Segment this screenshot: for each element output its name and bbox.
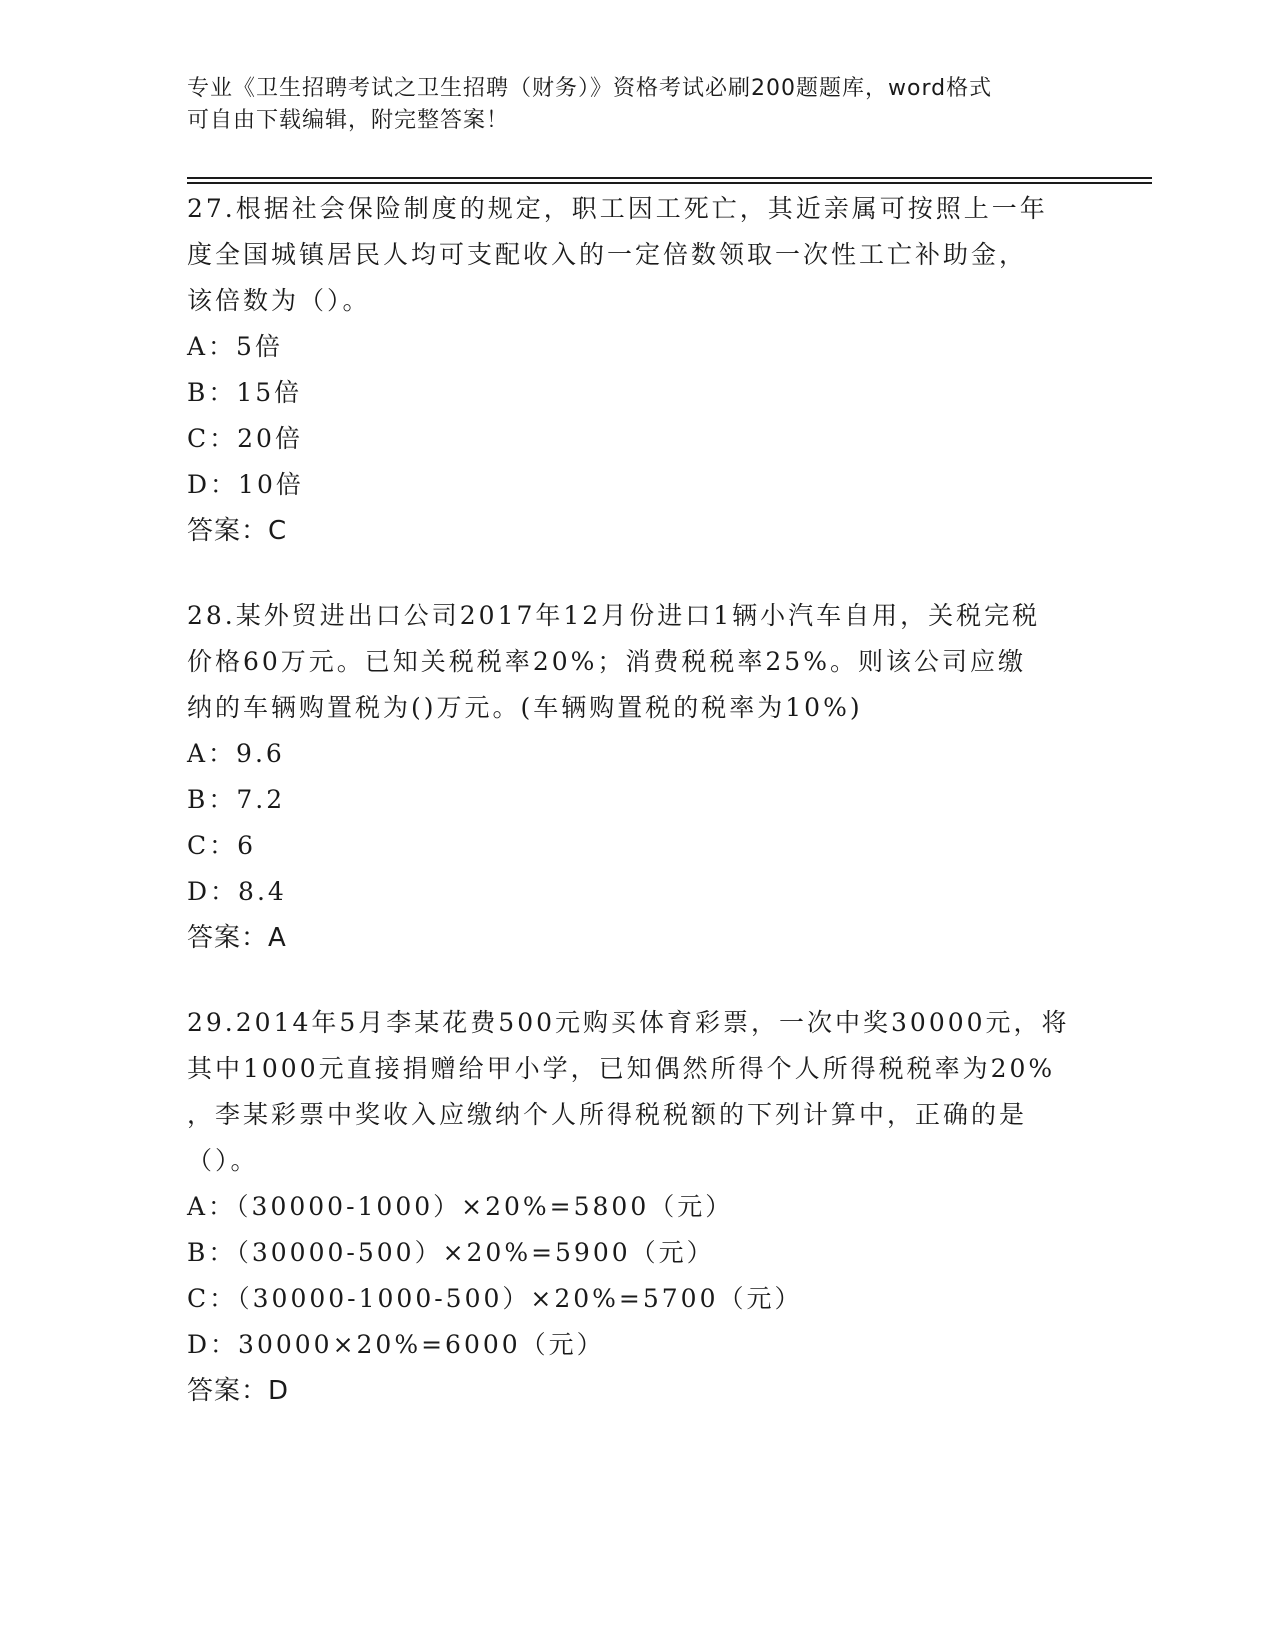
question-28 [187, 593, 1087, 961]
header-line-1: 专业《卫生招聘考试之卫生招聘（财务）》资格考试必刷200题题库，word格式 [187, 76, 993, 101]
answer-label: 答案：D [187, 1376, 290, 1406]
header-divider-bottom [187, 182, 1152, 184]
question-stem-line: （）。 [187, 1146, 259, 1175]
option-c: C：6 [187, 831, 257, 860]
question-27 [187, 186, 1087, 554]
option-a: A：（30000-1000）×20%=5800（元） [187, 1192, 734, 1221]
option-d: D：8.4 [187, 877, 287, 906]
question-stem-line: 纳的车辆购置税为()万元。(车辆购置税的税率为10%) [187, 693, 863, 722]
question-stem-line: 27.根据社会保险制度的规定，职工因工死亡，其近亲属可按照上一年 [187, 194, 1048, 223]
header-line-2: 可自由下载编辑，附完整答案！ [187, 108, 510, 133]
option-c: C：20倍 [187, 424, 303, 453]
question-stem-line: 其中1000元直接捐赠给甲小学，已知偶然所得个人所得税税率为20% [187, 1054, 1056, 1083]
option-c: C：（30000-1000-500）×20%=5700（元） [187, 1284, 803, 1313]
answer-label: 答案：C [187, 516, 288, 546]
question-29 [187, 1000, 1087, 1414]
option-b: B：7.2 [187, 785, 286, 814]
question-stem-line: ，李某彩票中奖收入应缴纳个人所得税税额的下列计算中，正确的是 [187, 1100, 1028, 1129]
answer-label: 答案：A [187, 923, 287, 953]
option-a: A：5倍 [187, 332, 283, 361]
question-stem-line: 29.2014年5月李某花费500元购买体育彩票，一次中奖30000元，将 [187, 1008, 1070, 1037]
option-d: D：30000×20%=6000（元） [187, 1330, 605, 1359]
question-stem-line: 度全国城镇居民人均可支配收入的一定倍数领取一次性工亡补助金， [187, 240, 1028, 269]
option-b: B：（30000-500）×20%=5900（元） [187, 1238, 715, 1267]
question-stem-line: 该倍数为（）。 [187, 286, 371, 315]
option-b: B：15倍 [187, 378, 303, 407]
header-divider-top [187, 177, 1152, 179]
option-d: D：10倍 [187, 470, 304, 499]
question-stem-line: 28.某外贸进出口公司2017年12月份进口1辆小汽车自用，关税完税 [187, 601, 1041, 630]
question-stem-line: 价格60万元。已知关税税率20%；消费税税率25%。则该公司应缴 [187, 647, 1026, 676]
option-a: A：9.6 [187, 739, 285, 768]
